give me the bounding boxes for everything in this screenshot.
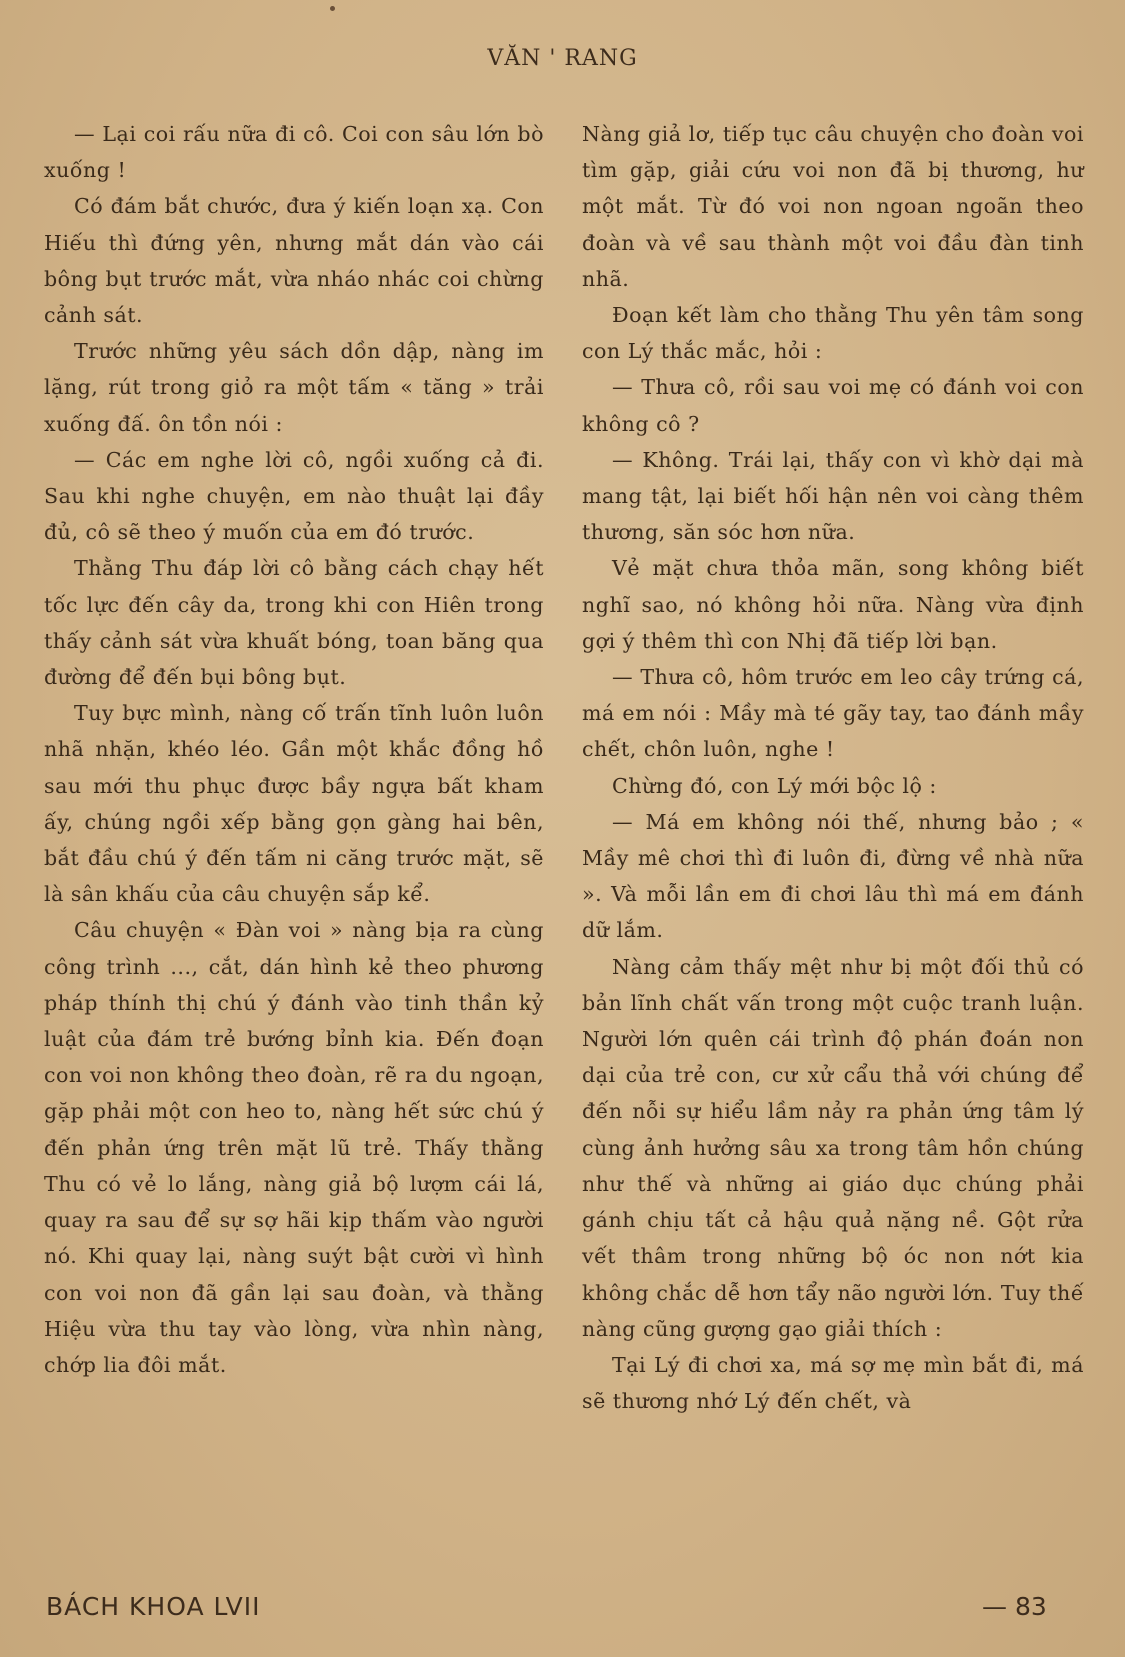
paragraph: Trước những yêu sách dồn dập, nàng im lặng, rút trong giỏ ra một tấm « tăng » trải xuống đấ. ôn tồn nói : bbox=[44, 339, 544, 436]
paragraph: — Không. Trái lại, thấy con vì khờ dại mà mang tật, lại biết hối hận nên voi càng thêm thương, săn sóc hơn nữa. bbox=[582, 447, 1084, 545]
paragraph: Có đám bắt chước, đưa ý kiến loạn xạ. Con Hiếu thì đứng yên, nhưng mắt dán vào cái bông bụt trước mắt, vừa nháo nhác coi chừng cảnh sát. bbox=[44, 194, 544, 328]
paragraph: — Các em nghe lời cô, ngồi xuống cả đi. Sau khi nghe chuyện, em nào thuật lại đầy đủ, cô sẽ theo ý muốn của em đó trước. bbox=[44, 447, 544, 545]
paragraph: Tại Lý đi chơi xa, má sợ mẹ mìn bắt đi, má sẽ thương nhớ Lý đến chết, và bbox=[582, 1352, 1084, 1414]
page-number: — 83 bbox=[982, 1592, 1047, 1621]
paragraph: Tuy bực mình, nàng cố trấn tĩnh luôn luôn nhã nhặn, khéo léo. Gần một khắc đồng hồ sau mới thu phục được bầy ngựa bất kham ấy, chúng ngồi xếp bằng gọn gàng hai bên, bắt đầu chú ý đến tấm ni căng trước mặt, sẽ là sân khấu của câu chuyện sắp kể. bbox=[44, 701, 544, 907]
paragraph: Nàng giả lơ, tiếp tục câu chuyện cho đoàn voi tìm gặp, giải cứu voi non đã bị thương, hư một mắt. Từ đó voi non ngoan ngoãn theo đoàn và về sau thành một voi đầu đàn tinh nhã. bbox=[582, 122, 1084, 291]
paragraph: Câu chuyện « Đàn voi » nàng bịa ra cùng công trình ..., cắt, dán hình kẻ theo phương pháp thính thị chú ý đánh vào tinh thần kỷ luật của đám trẻ bướng bỉnh kia. Đến đoạn con voi non không theo đoàn, rẽ ra du ngoạn, gặp phải một con heo to, nàng hết sức chú ý đến phản ứng trên mặt lũ trẻ. Thấy thằng Thu có vẻ lo lắng, nàng giả bộ lượm cái lá, quay ra sau để sự sợ hãi kịp thấm vào người nó. Khi quay lại, nàng suýt bật cười vì hình con voi non đã gần lại sau đoàn, và thằng Hiệu vừa thu tay vào lòng, vừa nhìn nàng, chớp lia đôi mắt. bbox=[44, 918, 544, 1377]
paragraph: Nàng cảm thấy mệt như bị một đối thủ có bản lĩnh chất vấn trong một cuộc tranh luận. Người lớn quên cái trình độ phán đoán non dại của trẻ con, cư xử cẩu thả với chúng để đến nỗi sự hiểu lầm nảy ra phản ứng tâm lý cùng ảnh hưởng sâu xa trong tâm hồn chúng như thế và những ai giáo dục chúng phải gánh chịu tất cả hậu quả nặng nề. Gột rửa vết thâm trong những bộ óc non nớt kia không chắc dễ hơn tẩy não người lớn. Tuy thế nàng cũng gượng gạo giải thích : bbox=[582, 954, 1084, 1341]
paragraph: Đoạn kết làm cho thằng Thu yên tâm song con Lý thắc mắc, hỏi : bbox=[582, 303, 1084, 364]
paragraph: Chừng đó, con Lý mới bộc lộ : bbox=[612, 773, 937, 798]
paragraph: Thằng Thu đáp lời cô bằng cách chạy hết tốc lực đến cây da, trong khi con Hiên trong thấy cảnh sát vừa khuất bóng, toan băng qua đường để đến bụi bông bụt. bbox=[44, 556, 544, 690]
paragraph: — Má em không nói thế, nhưng bảo ; « Mầy mê chơi thì đi luôn đi, đừng về nhà nữa ». Và mỗi lần em đi chơi lâu thì má em đánh dữ lắm. bbox=[582, 809, 1084, 943]
running-header: VĂN ' RANG bbox=[487, 46, 638, 71]
journal-footer: BÁCH KHOA LVII bbox=[46, 1592, 261, 1621]
right-column bbox=[582, 110, 1084, 1419]
ink-spot bbox=[330, 6, 335, 11]
left-column bbox=[44, 110, 544, 1383]
paragraph: — Thưa cô, hôm trước em leo cây trứng cá, má em nói : Mầy mà té gãy tay, tao đánh mầy chết, chôn luôn, nghe ! bbox=[582, 665, 1084, 762]
paragraph: — Thưa cô, rồi sau voi mẹ có đánh voi con không cô ? bbox=[582, 375, 1084, 436]
paragraph: Vẻ mặt chưa thỏa mãn, song không biết nghĩ sao, nó không hỏi nữa. Nàng vừa định gợi ý thêm thì con Nhị đã tiếp lời bạn. bbox=[582, 556, 1084, 653]
paragraph: — Lại coi rấu nữa đi cô. Coi con sâu lớn bò xuống ! bbox=[44, 122, 544, 183]
